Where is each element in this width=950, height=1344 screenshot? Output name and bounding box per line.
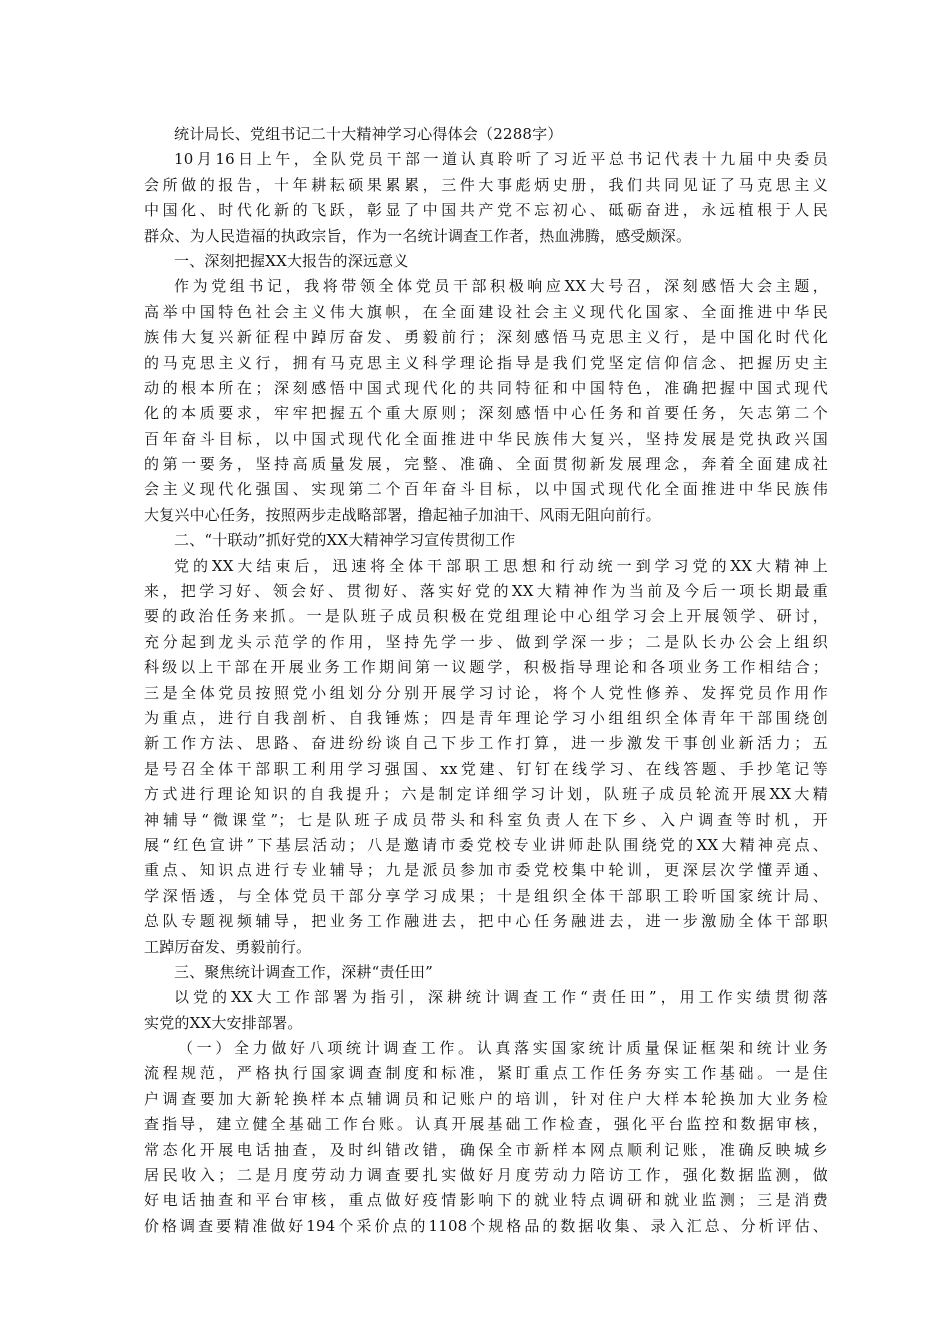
text-line: 充分起到龙头示范学的作用，坚持先学一步、做到学深一步；二是队长办公会上组织 — [144, 632, 828, 651]
text-line: 方式进行理论知识的自我提升；六是制定详细学习计划，队班子成员轮流开展XX大精 — [144, 785, 828, 804]
text-line: 中国化、时代化新的飞跃，彰显了中国共产党不忘初心、砥砺奋进，永远植根于人民 — [144, 201, 828, 220]
document-body — [144, 122, 828, 1239]
text-line: 要的政治任务来抓。一是队班子成员积极在党组理论中心组学习会上开展领学、研讨， — [144, 607, 828, 626]
text-line: 常态化开展电话抽查，及时纠错改错，确保全市新样本网点顺利记账，准确反映城乡 — [144, 1140, 828, 1159]
text-line: 动的根本所在；深刻感悟中国式现代化的共同特征和中国特色，准确把握中国式现代 — [144, 378, 828, 397]
text-line: 查指导，建立健全基础工作台账。认真开展基础工作检查，强化平台监控和数据审核， — [144, 1115, 828, 1134]
text-line: 神辅导“微课堂”；七是队班子成员带头和科室负责人在下乡、入户调查等时机，开 — [144, 810, 828, 829]
text-line: 会主义现代化强国、实现第二个百年奋斗目标，以中国式现代化全面推进中华民族伟 — [144, 480, 828, 499]
text-line: 的第一要务，坚持高质量发展，完整、准确、全面贯彻新发展理念，奔着全面建成社 — [144, 455, 828, 474]
text-line: 高举中国特色社会主义伟大旗帜，在全面建设社会主义现代化国家、全面推进中华民 — [144, 302, 828, 321]
text-line: 户调查要加大新轮换样本点辅调员和记账户的培训，针对住户大样本轮换加大业务检 — [144, 1089, 828, 1108]
text-line: 展“红色宣讲”下基层活动；八是邀请市委党校专业讲师赴队围绕党的XX大精神亮点、 — [144, 835, 828, 854]
text-line: 二、“十联动”抓好党的XX大精神学习宣传贯彻工作 — [174, 531, 516, 550]
text-line: 工踔厉奋发、勇毅前行。 — [144, 937, 312, 956]
text-line: 化的本质要求，牢牢把握五个重大原则；深刻感悟中心任务和首要任务，矢志第二个 — [144, 404, 828, 423]
text-line: 总队专题视频辅导，把业务工作融进去，把中心任务融进去，进一步激励全体干部职 — [144, 912, 828, 931]
text-line: 学深悟透，与全体党员干部分享学习成果；十是组织全体干部职工聆听国家统计局、 — [144, 886, 828, 905]
text-line: 一、深刻把握XX大报告的深远意义 — [174, 251, 409, 270]
text-line: 会所做的报告，十年耕耘硕果累累，三件大事彪炳史册，我们共同见证了马克思主义 — [144, 175, 828, 194]
text-line: 价格调查要精准做好194个采价点的1108个规格品的数据收集、录入汇总、分析评估、 — [144, 1216, 828, 1235]
text-line: （一）全力做好八项统计调查工作。认真落实国家统计质量保证框架和统计业务 — [178, 1039, 828, 1058]
text-line: 10月16日上午，全队党员干部一道认真聆听了习近平总书记代表十九届中央委员 — [174, 150, 828, 169]
text-line: 三、聚焦统计调查工作，深耕“责任田” — [174, 962, 433, 981]
document-title: 统计局长、党组书记二十大精神学习心得体会（2288字） — [174, 125, 563, 143]
text-line: 科级以上干部在开展业务工作期间第一议题学，积极指导理论和各项业务工作相结合； — [144, 658, 828, 677]
text-line: 作为党组书记，我将带领全体党员干部积极响应XX大号召，深刻感悟大会主题， — [174, 277, 828, 296]
text-line: 好电话抽查和平台审核，重点做好疫情影响下的就业特点调研和就业监测；三是消费 — [144, 1191, 828, 1210]
text-line: 群众、为人民造福的执政宗旨，作为一名统计调查工作者，热血沸腾，感受颇深。 — [144, 226, 692, 245]
text-line: 居民收入；二是月度劳动力调查要扎实做好月度劳动力陪访工作，强化数据监测，做 — [144, 1166, 828, 1185]
text-line: 三是全体党员按照党小组划分分别开展学习讨论，将个人党性修养、发挥党员作用作 — [144, 683, 828, 702]
text-line: 来，把学习好、领会好、贯彻好、落实好党的XX大精神作为当前及今后一项长期最重 — [144, 582, 828, 601]
text-line: 以党的XX大工作部署为指引，深耕统计调查工作“责任田”，用工作实绩贯彻落 — [174, 988, 828, 1007]
text-line: 百年奋斗目标，以中国式现代化全面推进中华民族伟大复兴，坚持发展是党执政兴国 — [144, 429, 828, 448]
text-line: 是号召全体干部职工利用学习强国、xx党建、钉钉在线学习、在线答题、手抄笔记等 — [144, 759, 828, 778]
text-line: 大复兴中心任务，按照两步走战略部署，撸起袖子加油干、风雨无阻向前行。 — [144, 505, 661, 524]
text-line: 新工作方法、思路、奋进纷纷谈自己下步工作打算，进一步激发干事创业新活力；五 — [144, 734, 828, 753]
text-line: 实党的XX大安排部署。 — [144, 1013, 303, 1032]
text-line: 党的XX大结束后，迅速将全体干部职工思想和行动统一到学习党的XX大精神上 — [174, 556, 828, 575]
text-line: 为重点，进行自我剖析、自我锤炼；四是青年理论学习小组组织全体青年干部围绕创 — [144, 708, 828, 727]
text-line: 重点、知识点进行专业辅导；九是派员参加市委党校集中轮训，更深层次学懂弄通、 — [144, 861, 828, 880]
text-line: 族伟大复兴新征程中踔厉奋发、勇毅前行；深刻感悟马克思主义行，是中国化时代化 — [144, 328, 828, 347]
text-line: 流程规范，严格执行国家调查制度和标准，紧盯重点工作任务夯实工作基础。一是住 — [144, 1064, 828, 1083]
text-line: 的马克思主义行，拥有马克思主义科学理论指导是我们党坚定信仰信念、把握历史主 — [144, 353, 828, 372]
